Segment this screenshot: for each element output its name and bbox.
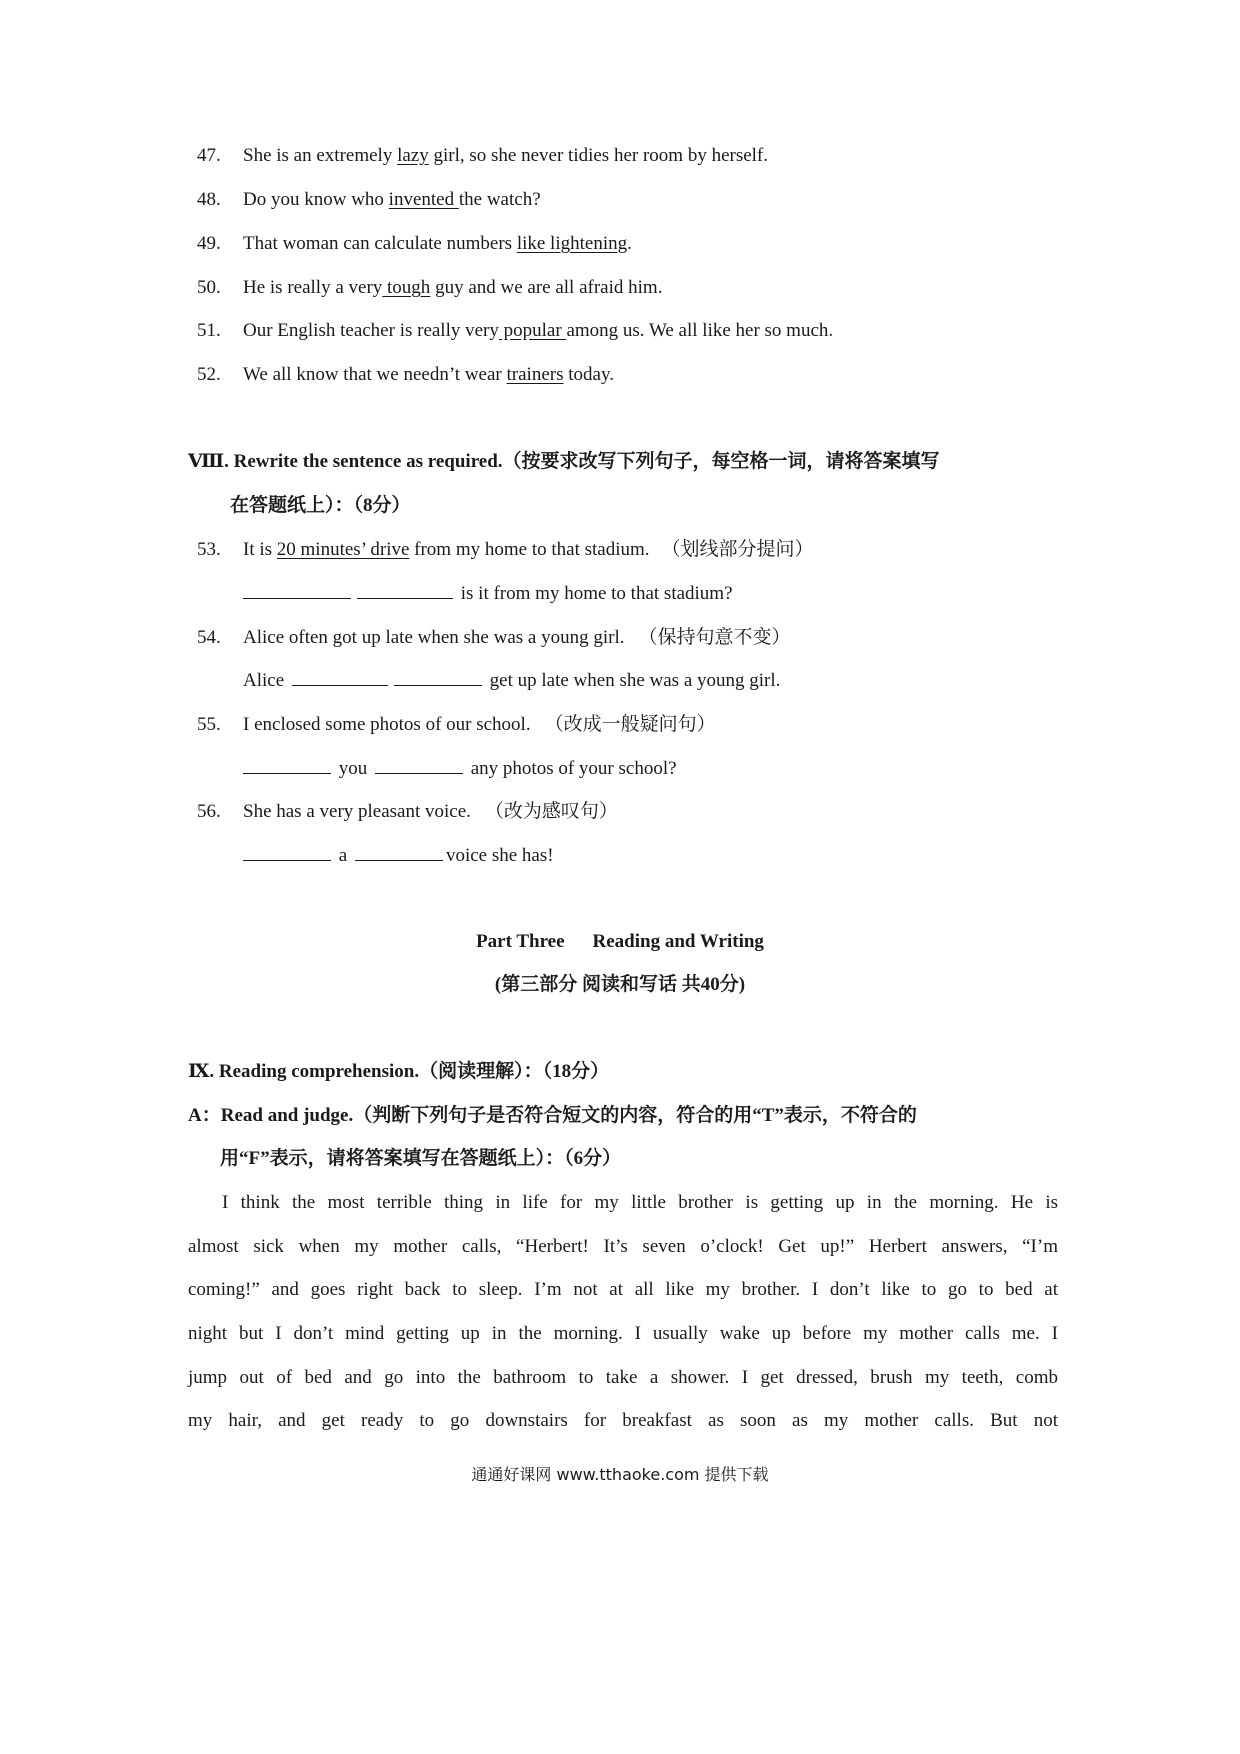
item-number: 55. [197,714,221,735]
item-number: 53. [197,539,221,560]
item-text: He is really a very [243,277,383,298]
answer-text: Alice [243,670,289,691]
answer-blank[interactable] [357,580,453,599]
section-9a-title [188,1103,917,1129]
item-text: Do you know who [243,189,389,210]
section-title-text: Ⅷ. Rewrite the sentence as required.（按要求改写下列句子，每空格一词，请将答案填写 [188,451,940,472]
answer-blank[interactable] [355,842,443,861]
item-text: Alice often got up late when she was a young girl. [243,627,625,648]
item-text: She is an extremely [243,145,398,166]
underlined-word: lazy [397,145,429,166]
item-text: . [627,233,632,254]
item-text: We all know that we needn’t wear [243,364,507,385]
item-text: It is [243,539,277,560]
subsection-title-text: A：Read and judge.（判断下列句子是否符合短文的内容，符合的用“T”表示，不符合的 [188,1105,917,1126]
underlined-word: tough [382,277,431,298]
section-9a-title-cont [220,1146,621,1172]
instruction-note: （划线部分提问） [661,538,814,560]
underlined-word: like lightening [516,233,628,254]
item-number: 50. [197,277,221,298]
item-number: 47. [197,145,221,166]
passage-line: my hair, and get ready to go downstairs for breakfast as soon as my mother calls. But not [188,1410,1058,1431]
item-number: 51. [197,320,221,341]
vocab-item-47 [197,143,768,169]
part-three-subheading [0,972,1240,998]
answer-line-54 [243,667,780,694]
section-9-title [188,1059,609,1085]
underlined-word: invented [388,189,459,210]
underlined-word: trainers [506,364,564,385]
part-subtitle: (第三部分 阅读和写话 共40分) [494,974,746,995]
subsection-title-text: 用“F”表示，请将答案填写在答题纸上）：（6分） [220,1148,622,1169]
rewrite-item-53 [197,536,814,563]
item-text: Our English teacher is really very [243,320,499,341]
answer-line-53 [243,580,733,607]
passage-line: night but I don’t mind getting up in the morning. I usually wake up before my mother calls me. I [188,1323,1058,1344]
answer-blank[interactable] [243,842,331,861]
vocab-item-51 [197,318,833,344]
vocab-item-48 [197,187,541,213]
item-number: 54. [197,627,221,648]
answer-text: any photos of your school? [466,758,677,779]
vocab-item-49 [197,231,632,257]
part-title: Part Three [476,931,565,952]
rewrite-item-56 [197,798,618,825]
footer-text: 通通好课网 www.tthaoke.com 提供下载 [471,1465,769,1484]
section-8-title [188,449,940,475]
item-text: among us. We all like her so much. [566,320,834,341]
item-text: I enclosed some photos of our school. [243,714,531,735]
item-text: the watch? [458,189,541,210]
part-title-sub: Reading and Writing [592,931,764,952]
answer-text: you [334,758,372,779]
item-number: 52. [197,364,221,385]
item-text: That woman can calculate numbers [243,233,517,254]
answer-text: a [334,845,352,866]
answer-text: is it from my home to that stadium? [456,583,733,604]
page-footer [0,1462,1240,1488]
item-text: girl, so she never tidies her room by herself. [428,145,769,166]
passage-line: jump out of bed and go into the bathroom to take a shower. I get dressed, brush my teeth, comb [188,1367,1058,1388]
rewrite-item-54 [197,624,791,651]
underlined-phrase: 20 minutes’ drive [276,539,410,560]
answer-blank[interactable] [394,667,482,686]
passage-line: I think the most terrible thing in life for my little brother is getting up in the morning. He is [222,1192,1058,1213]
instruction-note: （改为感叹句） [484,800,618,822]
answer-blank[interactable] [292,667,388,686]
vocab-item-50 [197,275,662,301]
instruction-note: （改成一般疑问句） [544,713,716,735]
item-text: from my home to that stadium. [409,539,650,560]
answer-line-55 [243,755,677,782]
item-text: She has a very pleasant voice. [243,801,471,822]
answer-blank[interactable] [375,755,463,774]
section-8-title-cont [230,493,411,519]
item-text: today. [563,364,614,385]
item-number: 56. [197,801,221,822]
vocab-item-52 [197,362,614,388]
underlined-word: popular [498,320,567,341]
section-title-text: Ⅸ. Reading comprehension.（阅读理解）：（18分） [188,1061,610,1082]
item-number: 48. [197,189,221,210]
instruction-note: （保持句意不变） [638,626,791,648]
passage-line: almost sick when my mother calls, “Herbert! It’s seven o’clock! Get up!” Herbert answers, “I’m [188,1236,1058,1257]
section-title-text: 在答题纸上）：（8分） [230,495,411,516]
answer-text: voice she has! [445,845,554,866]
part-three-heading [0,929,1240,955]
item-number: 49. [197,233,221,254]
passage-line: coming!” and goes right back to sleep. I’m not at all like my brother. I don’t like to go to bed at [188,1279,1058,1300]
item-text: guy and we are all afraid him. [430,277,663,298]
answer-line-56 [243,842,554,869]
answer-blank[interactable] [243,755,331,774]
rewrite-item-55 [197,711,716,738]
answer-blank[interactable] [243,580,351,599]
answer-text: get up late when she was a young girl. [484,670,781,691]
